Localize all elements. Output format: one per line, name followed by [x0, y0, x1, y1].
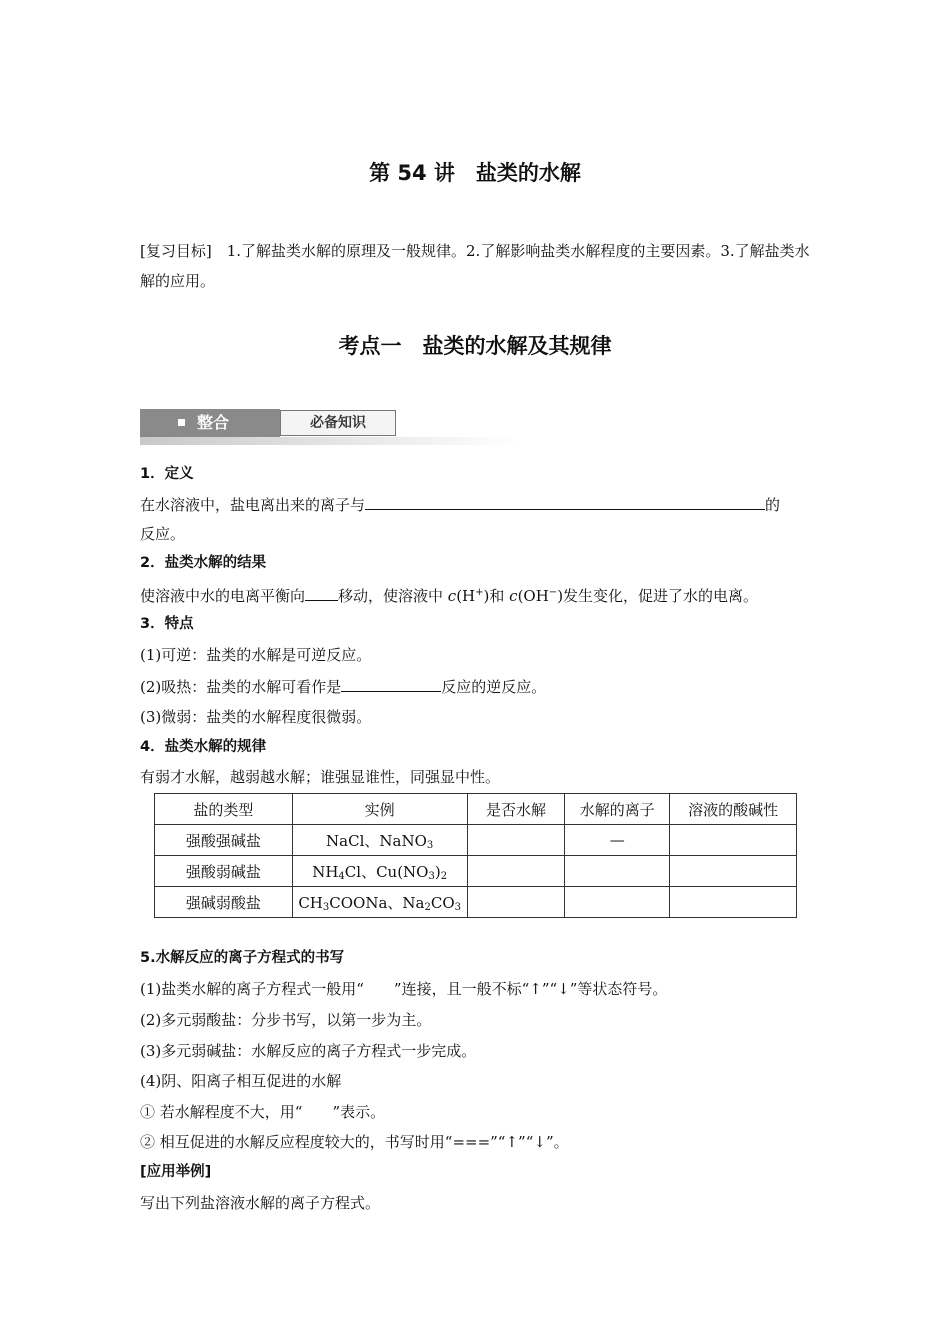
banner-tag: [280, 410, 532, 434]
definition-text-a: 在水溶液中，盐电离出来的离子与: [140, 496, 366, 514]
heading-equations: 5.水解反应的离子方程式的书写: [140, 950, 345, 966]
salt-type: 强酸弱碱盐: [155, 856, 293, 887]
formula-subscript: 3: [454, 901, 461, 913]
definition-text: [140, 494, 780, 515]
formula-subscript: 3: [322, 901, 330, 913]
table-row: [155, 825, 797, 856]
feature-2a: (2)吸热：盐类的水解可看作是: [140, 678, 342, 696]
acidity-cell: [670, 856, 797, 887]
equation-rule-5: ① 若水解程度不大，用“ ”表示。: [140, 1103, 386, 1121]
formula-part: NH: [312, 862, 339, 881]
banner-bar: [140, 409, 280, 437]
h-ion: (H: [456, 587, 476, 605]
result-t4: )发生变化，促进了水的电离。: [557, 587, 759, 605]
formula-subscript: 2: [424, 901, 431, 913]
equation-rule-4: (4)阴、阳离子相互促进的水解: [140, 1072, 342, 1090]
equation-rule-3: (3)多元弱碱盐：水解反应的离子方程式一步完成。: [140, 1042, 477, 1060]
formula-part: COONa、Na: [329, 893, 425, 912]
c-symbol-2: c: [509, 587, 518, 605]
section-banner: [140, 409, 518, 441]
result-t2: 移动，使溶液中: [338, 587, 448, 605]
heading-result: 2．盐类水解的结果: [140, 555, 267, 571]
feature-2: [140, 676, 546, 697]
definition-text-b: 的: [765, 496, 781, 514]
formula-part: CH: [298, 893, 323, 912]
feature-1: (1)可逆：盐类的水解是可逆反应。: [140, 646, 372, 664]
heading-features: 3．特点: [140, 616, 194, 632]
table-header: 溶液的酸碱性: [670, 794, 797, 825]
table-header: 盐的类型: [155, 794, 293, 825]
blank-3: [341, 676, 441, 692]
salt-example: [292, 825, 467, 856]
table-header-row: [155, 794, 797, 825]
table-row: [155, 856, 797, 887]
table-header: 实例: [292, 794, 467, 825]
hydrolyzed-ion-cell: [565, 887, 670, 918]
formula-part: ): [434, 862, 441, 881]
table-header: 是否水解: [467, 794, 565, 825]
blank-2: [305, 585, 338, 601]
example-heading: [应用举例]: [140, 1164, 212, 1180]
square-icon: [178, 419, 185, 426]
salt-example: [292, 887, 467, 918]
salt-type: 强酸强碱盐: [155, 825, 293, 856]
hydrolyzed-ion-cell: [565, 856, 670, 887]
feature-3: (3)微弱：盐类的水解程度很微弱。: [140, 708, 372, 726]
result-t1: 使溶液中水的电离平衡向: [140, 587, 306, 605]
is-hydrolyzed-cell: [467, 887, 565, 918]
equation-rule-1: (1)盐类水解的离子方程式一般用“ ”连接，且一般不标“↑”“↓”等状态符号。: [140, 980, 668, 998]
heading-definition: 1．定义: [140, 466, 194, 482]
result-t3: )和: [483, 587, 510, 605]
definition-text-c: 反应。: [140, 525, 186, 543]
result-text: [140, 583, 758, 606]
formula-part: NaCl、NaNO: [326, 831, 427, 850]
is-hydrolyzed-cell: [467, 825, 565, 856]
h-charge: +: [475, 587, 484, 598]
acidity-cell: [670, 825, 797, 856]
blank-1: [365, 494, 765, 510]
banner-underline: [140, 437, 518, 445]
banner-tag-label: 必备知识: [280, 410, 396, 436]
rules-table: [154, 793, 797, 918]
acidity-cell: [670, 887, 797, 918]
equation-rule-6: ② 相互促进的水解反应程度较大的，书写时用“===”“↑”“↓”。: [140, 1133, 569, 1151]
equation-rule-2: (2)多元弱酸盐：分步书写，以第一步为主。: [140, 1011, 432, 1029]
is-hydrolyzed-cell: [467, 856, 565, 887]
feature-2b: 反应的逆反应。: [441, 678, 547, 696]
salt-type: 强碱弱酸盐: [155, 887, 293, 918]
salt-example: [292, 856, 467, 887]
review-goal: [复习目标] 1.了解盐类水解的原理及一般规律。2.了解影响盐类水解程度的主要因素。3.了解盐类水解的应用。: [140, 242, 810, 290]
oh-ion: (OH: [517, 587, 549, 605]
table-row: [155, 887, 797, 918]
hydrolyzed-ion-cell: —: [565, 825, 670, 856]
formula-subscript: 4: [338, 870, 345, 882]
formula-subscript: 3: [428, 870, 435, 882]
c-symbol: c: [447, 587, 457, 605]
formula-part: CO: [430, 893, 455, 912]
oh-charge: −: [548, 587, 558, 598]
formula-subscript: 2: [440, 870, 448, 882]
section-title: 考点一 盐类的水解及其规律: [338, 334, 612, 358]
rules-text: 有弱才水解，越弱越水解；谁强显谁性，同强显中性。: [140, 768, 501, 786]
formula-subscript: 3: [426, 839, 434, 851]
heading-rules: 4．盐类水解的规律: [140, 739, 267, 755]
lecture-title: 第 54 讲 盐类的水解: [369, 161, 581, 185]
banner-label: 整合: [197, 413, 230, 432]
formula-part: Cl、Cu(NO: [344, 862, 429, 881]
table-header: 水解的离子: [565, 794, 670, 825]
example-text: 写出下列盐溶液水解的离子方程式。: [140, 1194, 381, 1212]
